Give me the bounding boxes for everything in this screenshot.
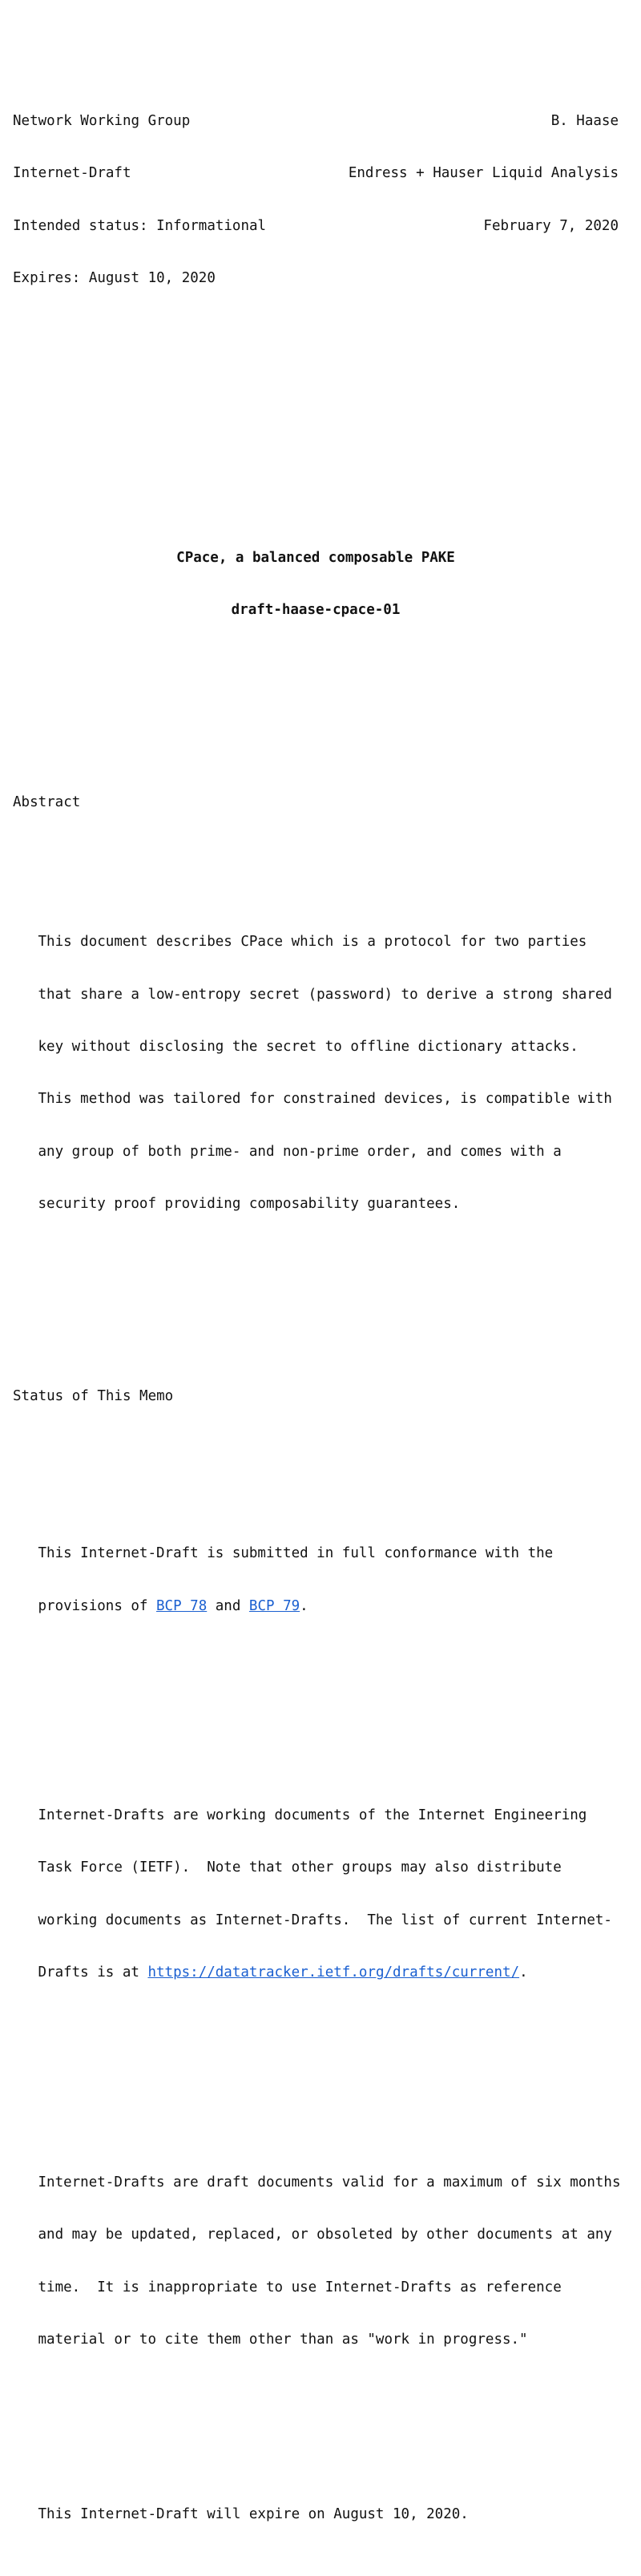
abstract-line: This document describes CPace which is a protocol for two parties [38, 934, 587, 951]
working-group: Network Working Group [13, 112, 191, 129]
intended-status: Intended status: Informational [13, 217, 267, 234]
abstract-heading: Abstract [13, 793, 81, 810]
status-line: Internet-Drafts are draft documents valid for a maximum of six months [38, 2174, 621, 2190]
title-line-1: CPace, a balanced composable PAKE [176, 549, 455, 566]
status-heading: Status of This Memo [13, 1387, 174, 1404]
status-line: Task Force (IETF). Note that other groups may also distribute [38, 1859, 562, 1876]
bcp-79-link[interactable]: BCP 79 [248, 1597, 300, 1614]
status-text: and [207, 1597, 249, 1614]
document-type: Internet-Draft [13, 165, 131, 182]
status-paragraph-4: This Internet-Draft will expire on August 10, 2020. [38, 2505, 469, 2522]
publication-date: February 7, 2020 [483, 217, 619, 234]
abstract-line: key without disclosing the secret to offline dictionary attacks. [38, 1039, 579, 1056]
status-line: and may be updated, replaced, or obsoleted by other documents at any [38, 2227, 612, 2243]
status-line: This Internet-Draft is submitted in full conformance with the [38, 1545, 554, 1562]
status-paragraph-1 [13, 1511, 620, 1650]
datatracker-link[interactable]: https://datatracker.ietf.org/drafts/current/ [147, 1964, 520, 1981]
author-organization: Endress + Hauser Liquid Analysis [348, 165, 619, 182]
abstract-line: security proof providing composability guarantees. [38, 1196, 461, 1213]
header-row-2 [13, 165, 619, 183]
status-text: . [300, 1597, 308, 1614]
draft-name: draft-haase-cpace-01 [231, 602, 401, 619]
status-line: material or to cite them other than as "work in progress." [38, 2331, 528, 2348]
abstract-line: that share a low-entropy secret (password) to derive a strong shared [38, 986, 612, 1003]
status-text: . [519, 1964, 528, 1981]
document-header [13, 78, 620, 322]
abstract-text [13, 899, 620, 1249]
status-line [13, 1598, 620, 1616]
abstract-line: This method was tailored for constrained devices, is compatible with [38, 1091, 612, 1108]
expiry-date: Expires: August 10, 2020 [13, 269, 216, 286]
document-title [13, 515, 620, 654]
status-line: working documents as Internet-Drafts. The list of current Internet- [38, 1912, 612, 1928]
status-text: Drafts is at [38, 1964, 148, 1981]
abstract-line: any group of both prime- and non-prime order, and comes with a [38, 1143, 562, 1160]
status-text: provisions of [38, 1597, 157, 1614]
status-paragraph-3 [13, 2139, 620, 2384]
status-paragraph-2 [13, 1772, 620, 2017]
header-row-3 [13, 218, 619, 236]
status-line [13, 1964, 620, 1982]
header-row-1 [13, 113, 619, 131]
status-line: time. It is inappropriate to use Internet-Drafts as reference [38, 2279, 562, 2295]
header-row-4 [13, 270, 619, 288]
status-line: Internet-Drafts are working documents of the Internet Engineering [38, 1807, 587, 1824]
bcp-78-link[interactable]: BCP 78 [156, 1597, 208, 1614]
author-name: B. Haase [550, 112, 619, 129]
document-body [13, 8, 620, 2576]
